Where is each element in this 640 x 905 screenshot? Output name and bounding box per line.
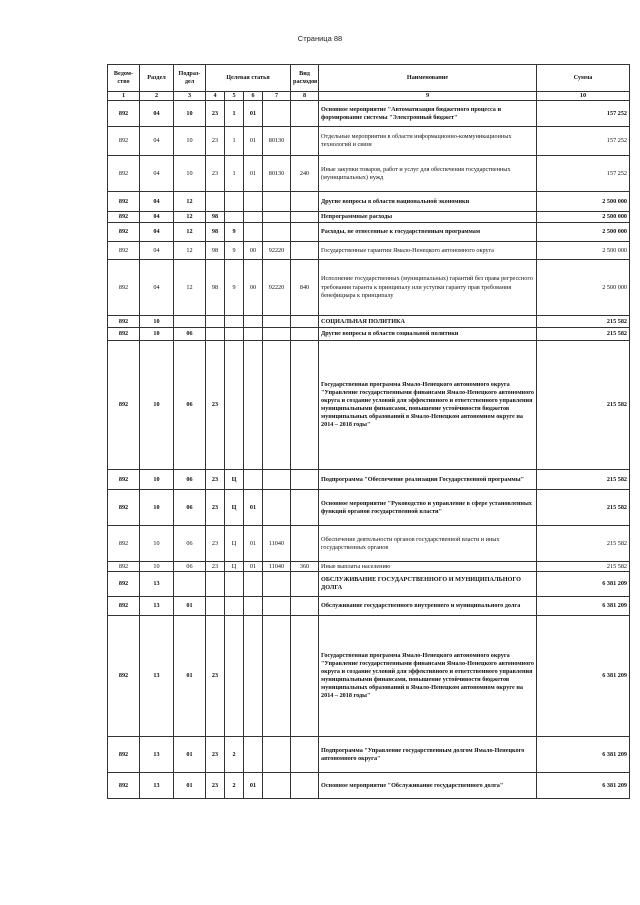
cell-vedomstvo: 892 bbox=[108, 212, 140, 223]
cell-program bbox=[206, 328, 225, 341]
cell-vedomstvo: 892 bbox=[108, 316, 140, 328]
table-row bbox=[108, 223, 630, 242]
cell-subprogram: Ц bbox=[225, 562, 244, 572]
table-row bbox=[108, 127, 630, 156]
cell-razdel: 04 bbox=[140, 192, 174, 212]
table-row bbox=[108, 572, 630, 597]
cell-vid-raskhodov bbox=[291, 328, 319, 341]
cell-podrazdel: 06 bbox=[174, 526, 206, 562]
cell-program bbox=[206, 192, 225, 212]
cell-direction bbox=[263, 470, 291, 490]
table-row bbox=[108, 192, 630, 212]
cell-summa: 6 381 209 bbox=[537, 572, 630, 597]
cell-vid-raskhodov bbox=[291, 773, 319, 799]
cell-summa: 215 582 bbox=[537, 562, 630, 572]
cell-razdel: 04 bbox=[140, 127, 174, 156]
table-body bbox=[108, 101, 630, 799]
budget-table bbox=[107, 64, 630, 799]
cell-event bbox=[244, 341, 263, 470]
cell-program: 98 bbox=[206, 212, 225, 223]
cell-razdel: 04 bbox=[140, 156, 174, 192]
cell-program: 98 bbox=[206, 223, 225, 242]
cell-vid-raskhodov bbox=[291, 127, 319, 156]
cell-summa: 2 500 000 bbox=[537, 192, 630, 212]
cell-razdel: 13 bbox=[140, 616, 174, 737]
cell-naimenovanie: Исполнение государственных (муниципальных) гарантий без права регрессного требования гаранта к принципалу или уступки гаранту прав требования бенефициара к принципалу bbox=[319, 260, 537, 316]
table-row bbox=[108, 526, 630, 562]
cell-vedomstvo: 892 bbox=[108, 260, 140, 316]
cell-vid-raskhodov bbox=[291, 212, 319, 223]
cell-summa: 6 381 209 bbox=[537, 773, 630, 799]
cell-podrazdel: 12 bbox=[174, 260, 206, 316]
cell-podrazdel: 01 bbox=[174, 737, 206, 773]
header-summa: Сумма bbox=[537, 65, 630, 92]
cell-vedomstvo: 892 bbox=[108, 597, 140, 616]
cell-vid-raskhodov bbox=[291, 316, 319, 328]
cell-vedomstvo: 892 bbox=[108, 526, 140, 562]
cell-razdel: 13 bbox=[140, 737, 174, 773]
cell-naimenovanie: Обслуживание государственного внутреннего и муниципального долга bbox=[319, 597, 537, 616]
cell-vedomstvo: 892 bbox=[108, 341, 140, 470]
cell-podrazdel: 10 bbox=[174, 127, 206, 156]
cell-podrazdel: 10 bbox=[174, 156, 206, 192]
cell-podrazdel: 01 bbox=[174, 616, 206, 737]
cell-direction bbox=[263, 223, 291, 242]
cell-program bbox=[206, 597, 225, 616]
cell-subprogram bbox=[225, 597, 244, 616]
cell-podrazdel: 10 bbox=[174, 101, 206, 127]
cell-event: 00 bbox=[244, 260, 263, 316]
cell-vid-raskhodov bbox=[291, 341, 319, 470]
cell-summa: 215 582 bbox=[537, 328, 630, 341]
cell-subprogram bbox=[225, 192, 244, 212]
cell-event: 01 bbox=[244, 490, 263, 526]
cell-event bbox=[244, 737, 263, 773]
cell-vid-raskhodov bbox=[291, 526, 319, 562]
cell-event: 00 bbox=[244, 242, 263, 260]
cell-direction bbox=[263, 328, 291, 341]
table-row bbox=[108, 328, 630, 341]
cell-vid-raskhodov bbox=[291, 470, 319, 490]
cell-naimenovanie: Отдельные мероприятия в области информационно-коммуникационных технологий и связи bbox=[319, 127, 537, 156]
table-row bbox=[108, 316, 630, 328]
cell-vedomstvo: 892 bbox=[108, 572, 140, 597]
cell-razdel: 10 bbox=[140, 470, 174, 490]
cell-subprogram: 9 bbox=[225, 242, 244, 260]
cell-razdel: 10 bbox=[140, 526, 174, 562]
cell-event bbox=[244, 616, 263, 737]
col-number: 3 bbox=[174, 92, 206, 101]
col-number: 9 bbox=[319, 92, 537, 101]
cell-direction: 80130 bbox=[263, 156, 291, 192]
cell-summa: 6 381 209 bbox=[537, 737, 630, 773]
table-row bbox=[108, 597, 630, 616]
cell-podrazdel: 12 bbox=[174, 223, 206, 242]
cell-naimenovanie: Подпрограмма "Управление государственным долгом Ямало-Ненецкого автономного округа" bbox=[319, 737, 537, 773]
cell-event: 01 bbox=[244, 156, 263, 192]
cell-program: 98 bbox=[206, 260, 225, 316]
cell-vid-raskhodov bbox=[291, 616, 319, 737]
table-row bbox=[108, 242, 630, 260]
cell-vedomstvo: 892 bbox=[108, 562, 140, 572]
cell-vid-raskhodov: 840 bbox=[291, 260, 319, 316]
cell-direction bbox=[263, 101, 291, 127]
cell-naimenovanie: Обеспечение деятельности органов государственной власти и иных государственных органов bbox=[319, 526, 537, 562]
col-number: 2 bbox=[140, 92, 174, 101]
cell-summa: 157 252 bbox=[537, 156, 630, 192]
cell-summa: 157 252 bbox=[537, 127, 630, 156]
cell-vedomstvo: 892 bbox=[108, 328, 140, 341]
cell-direction bbox=[263, 192, 291, 212]
column-number-row bbox=[108, 92, 630, 101]
cell-naimenovanie: Расходы, не отнесенные к государственным программам bbox=[319, 223, 537, 242]
table-row bbox=[108, 773, 630, 799]
cell-podrazdel: 06 bbox=[174, 470, 206, 490]
col-number: 4 bbox=[206, 92, 225, 101]
cell-direction bbox=[263, 597, 291, 616]
cell-vedomstvo: 892 bbox=[108, 242, 140, 260]
table-row bbox=[108, 737, 630, 773]
cell-vid-raskhodov bbox=[291, 572, 319, 597]
cell-vedomstvo: 892 bbox=[108, 737, 140, 773]
cell-vedomstvo: 892 bbox=[108, 101, 140, 127]
cell-summa: 2 500 000 bbox=[537, 223, 630, 242]
cell-program: 23 bbox=[206, 773, 225, 799]
cell-naimenovanie: Подпрограмма "Обеспечение реализации Государственной программы" bbox=[319, 470, 537, 490]
cell-subprogram: Ц bbox=[225, 490, 244, 526]
cell-direction bbox=[263, 490, 291, 526]
cell-event: 01 bbox=[244, 773, 263, 799]
cell-razdel: 04 bbox=[140, 212, 174, 223]
col-number: 8 bbox=[291, 92, 319, 101]
cell-summa: 215 582 bbox=[537, 470, 630, 490]
cell-direction bbox=[263, 212, 291, 223]
cell-direction bbox=[263, 737, 291, 773]
cell-razdel: 10 bbox=[140, 562, 174, 572]
cell-podrazdel: 06 bbox=[174, 328, 206, 341]
cell-event: 01 bbox=[244, 101, 263, 127]
cell-direction: 80130 bbox=[263, 127, 291, 156]
cell-direction bbox=[263, 773, 291, 799]
cell-program: 23 bbox=[206, 562, 225, 572]
table-row bbox=[108, 101, 630, 127]
header-razdel: Раздел bbox=[140, 65, 174, 92]
cell-podrazdel bbox=[174, 316, 206, 328]
cell-podrazdel: 06 bbox=[174, 562, 206, 572]
cell-program: 23 bbox=[206, 127, 225, 156]
cell-vedomstvo: 892 bbox=[108, 156, 140, 192]
cell-vid-raskhodov: 360 bbox=[291, 562, 319, 572]
table-header bbox=[108, 65, 630, 101]
col-number: 7 bbox=[263, 92, 291, 101]
cell-event: 01 bbox=[244, 127, 263, 156]
cell-program bbox=[206, 572, 225, 597]
cell-razdel: 10 bbox=[140, 316, 174, 328]
cell-event bbox=[244, 572, 263, 597]
cell-program bbox=[206, 316, 225, 328]
cell-direction: 92220 bbox=[263, 242, 291, 260]
cell-podrazdel: 12 bbox=[174, 192, 206, 212]
cell-program: 23 bbox=[206, 101, 225, 127]
table-row bbox=[108, 341, 630, 470]
cell-podrazdel: 12 bbox=[174, 212, 206, 223]
cell-direction bbox=[263, 572, 291, 597]
header-celevaya-statya: Целевая статья bbox=[206, 65, 291, 92]
cell-subprogram bbox=[225, 212, 244, 223]
cell-event: 01 bbox=[244, 562, 263, 572]
cell-naimenovanie: Государственная программа Ямало-Ненецкого автономного округа "Управление государственными финансами Ямало-Ненецкого автономного округа и создание условий для эффективного и ответственного управления муниципальными финансами, повышение устойчивости бюджетов муниципальных образований в Ямало-Ненецком автономном округе на 2014 – 2018 годы" bbox=[319, 616, 537, 737]
cell-naimenovanie: Другие вопросы в области социальной политики bbox=[319, 328, 537, 341]
cell-naimenovanie: ОБСЛУЖИВАНИЕ ГОСУДАРСТВЕННОГО И МУНИЦИПАЛЬНОГО ДОЛГА bbox=[319, 572, 537, 597]
cell-direction: 11040 bbox=[263, 562, 291, 572]
cell-vedomstvo: 892 bbox=[108, 616, 140, 737]
cell-naimenovanie: Иные выплаты населению bbox=[319, 562, 537, 572]
cell-program: 23 bbox=[206, 156, 225, 192]
cell-razdel: 13 bbox=[140, 773, 174, 799]
cell-subprogram bbox=[225, 572, 244, 597]
cell-vid-raskhodov bbox=[291, 223, 319, 242]
cell-subprogram: 1 bbox=[225, 127, 244, 156]
cell-vedomstvo: 892 bbox=[108, 470, 140, 490]
cell-razdel: 13 bbox=[140, 572, 174, 597]
cell-podrazdel: 06 bbox=[174, 490, 206, 526]
cell-podrazdel: 01 bbox=[174, 773, 206, 799]
col-number: 1 bbox=[108, 92, 140, 101]
table-row bbox=[108, 260, 630, 316]
cell-program: 98 bbox=[206, 242, 225, 260]
cell-vedomstvo: 892 bbox=[108, 490, 140, 526]
cell-naimenovanie: Иные закупки товаров, работ и услуг для обеспечения государственных (муниципальных) нужд bbox=[319, 156, 537, 192]
cell-vedomstvo: 892 bbox=[108, 223, 140, 242]
cell-naimenovanie: Другие вопросы в области национальной экономики bbox=[319, 192, 537, 212]
cell-subprogram: 2 bbox=[225, 737, 244, 773]
cell-razdel: 04 bbox=[140, 223, 174, 242]
cell-direction bbox=[263, 316, 291, 328]
cell-event bbox=[244, 192, 263, 212]
cell-vid-raskhodov bbox=[291, 737, 319, 773]
cell-podrazdel: 06 bbox=[174, 341, 206, 470]
table-row bbox=[108, 490, 630, 526]
cell-vedomstvo: 892 bbox=[108, 192, 140, 212]
cell-razdel: 04 bbox=[140, 242, 174, 260]
col-number: 6 bbox=[244, 92, 263, 101]
cell-summa: 6 381 209 bbox=[537, 597, 630, 616]
cell-summa: 157 252 bbox=[537, 101, 630, 127]
page-number-label: Страница 88 bbox=[297, 34, 343, 43]
cell-direction: 11040 bbox=[263, 526, 291, 562]
cell-razdel: 10 bbox=[140, 328, 174, 341]
cell-program: 23 bbox=[206, 341, 225, 470]
cell-subprogram bbox=[225, 316, 244, 328]
cell-naimenovanie: Основное мероприятие "Автоматизация бюджетного процесса и формирование системы "Электронный бюджет" bbox=[319, 101, 537, 127]
cell-summa: 2 500 000 bbox=[537, 260, 630, 316]
cell-program: 23 bbox=[206, 490, 225, 526]
cell-naimenovanie: Основное мероприятие "Руководство и управление в сфере установленных функций органов государственной власти" bbox=[319, 490, 537, 526]
cell-subprogram: 1 bbox=[225, 101, 244, 127]
header-podrazdel: Подраз-дел bbox=[174, 65, 206, 92]
cell-subprogram bbox=[225, 616, 244, 737]
col-number: 10 bbox=[537, 92, 630, 101]
cell-subprogram: 1 bbox=[225, 156, 244, 192]
cell-razdel: 10 bbox=[140, 341, 174, 470]
cell-event bbox=[244, 212, 263, 223]
cell-direction bbox=[263, 616, 291, 737]
cell-razdel: 04 bbox=[140, 101, 174, 127]
cell-event bbox=[244, 470, 263, 490]
cell-summa: 6 381 209 bbox=[537, 616, 630, 737]
table-row bbox=[108, 470, 630, 490]
table-row bbox=[108, 212, 630, 223]
cell-naimenovanie: Государственная программа Ямало-Ненецкого автономного округа "Управление государственными финансами Ямало-Ненецкого автономного округа и создание условий для эффективного и ответственного управления муниципальными финансами, повышение устойчивости бюджетов муниципальных образований в Ямало-Ненецком автономном округе на 2014 – 2018 годы" bbox=[319, 341, 537, 470]
cell-vid-raskhodov bbox=[291, 597, 319, 616]
cell-podrazdel: 12 bbox=[174, 242, 206, 260]
cell-subprogram bbox=[225, 328, 244, 341]
cell-event bbox=[244, 597, 263, 616]
cell-naimenovanie: Непрограммные расходы bbox=[319, 212, 537, 223]
cell-subprogram: 9 bbox=[225, 260, 244, 316]
cell-subprogram bbox=[225, 341, 244, 470]
cell-vid-raskhodov bbox=[291, 101, 319, 127]
cell-summa: 215 582 bbox=[537, 341, 630, 470]
cell-subprogram: 2 bbox=[225, 773, 244, 799]
cell-program: 23 bbox=[206, 737, 225, 773]
cell-vid-raskhodov: 240 bbox=[291, 156, 319, 192]
cell-razdel: 10 bbox=[140, 490, 174, 526]
cell-subprogram: Ц bbox=[225, 526, 244, 562]
cell-razdel: 13 bbox=[140, 597, 174, 616]
cell-naimenovanie: Государственные гарантии Ямало-Ненецкого автономного округа bbox=[319, 242, 537, 260]
cell-program: 23 bbox=[206, 616, 225, 737]
header-vid-raskhodov: Вид расходов bbox=[291, 65, 319, 92]
header-vedomstvo: Ведом-ство bbox=[108, 65, 140, 92]
cell-program: 23 bbox=[206, 526, 225, 562]
cell-direction bbox=[263, 341, 291, 470]
table-row bbox=[108, 562, 630, 572]
cell-summa: 215 582 bbox=[537, 490, 630, 526]
cell-podrazdel: 01 bbox=[174, 597, 206, 616]
cell-naimenovanie: СОЦИАЛЬНАЯ ПОЛИТИКА bbox=[319, 316, 537, 328]
cell-event bbox=[244, 316, 263, 328]
cell-razdel: 04 bbox=[140, 260, 174, 316]
cell-direction: 92220 bbox=[263, 260, 291, 316]
table-row bbox=[108, 616, 630, 737]
cell-summa: 215 582 bbox=[537, 526, 630, 562]
header-naimenovanie: Наименование bbox=[319, 65, 537, 92]
table-row bbox=[108, 156, 630, 192]
cell-vid-raskhodov bbox=[291, 192, 319, 212]
cell-vedomstvo: 892 bbox=[108, 773, 140, 799]
cell-vedomstvo: 892 bbox=[108, 127, 140, 156]
cell-summa: 2 500 000 bbox=[537, 242, 630, 260]
cell-vid-raskhodov bbox=[291, 490, 319, 526]
cell-naimenovanie: Основное мероприятие "Обслуживание государственного долга" bbox=[319, 773, 537, 799]
cell-program: 23 bbox=[206, 470, 225, 490]
cell-podrazdel bbox=[174, 572, 206, 597]
cell-event bbox=[244, 328, 263, 341]
cell-event bbox=[244, 223, 263, 242]
col-number: 5 bbox=[225, 92, 244, 101]
cell-summa: 2 500 000 bbox=[537, 212, 630, 223]
cell-subprogram: 9 bbox=[225, 223, 244, 242]
cell-vid-raskhodov bbox=[291, 242, 319, 260]
cell-event: 01 bbox=[244, 526, 263, 562]
cell-summa: 215 582 bbox=[537, 316, 630, 328]
cell-subprogram: Ц bbox=[225, 470, 244, 490]
